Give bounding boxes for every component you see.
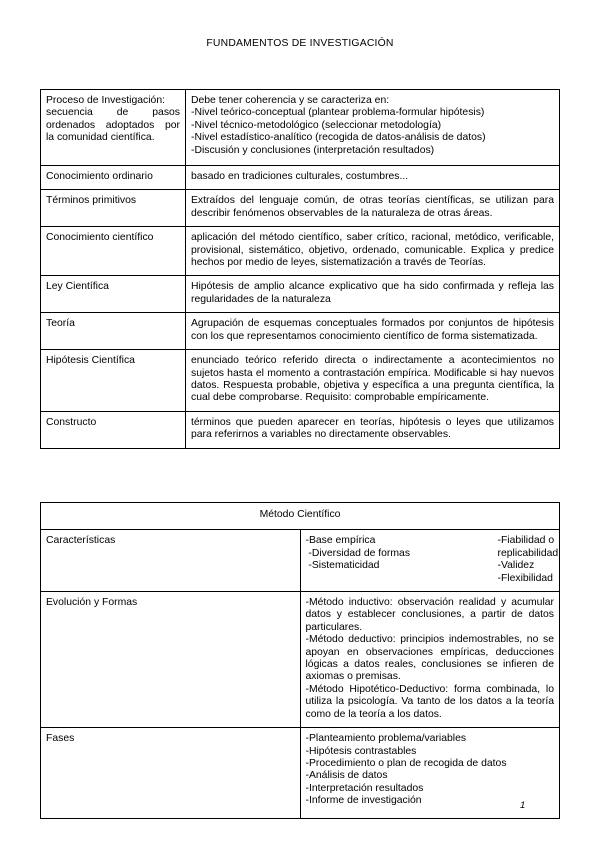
term-cell [41,313,186,350]
characteristics-label: Características [41,530,301,592]
characteristic-item: -Fiabilidad o replicabilidad [497,535,559,559]
term-text: Conocimiento científico [46,232,154,244]
characteristic-item: -Flexibilidad [497,572,553,584]
definition-cell [186,313,560,350]
definition-text: Agrupación de esquemas conceptuales formados por conjuntos de hipótesis con los que representamos conocimiento científico de forma sistematizada. [191,318,554,342]
characteristics-content [300,530,560,592]
term-text: Teoría [46,318,75,330]
characteristics-left-list [306,535,498,585]
definition-text: -Nivel estadístico-analítico (recogida de datos-análisis de datos) [191,132,486,144]
phase-item: -Interpretación resultados [305,782,424,794]
definitions-table [40,89,560,449]
definition-text: aplicación del método científico, saber crítico, racional, metódico, verificable, provisional, sistemático, objetivo, ordenado, comunicable. Explica y predice hechos por medio de leyes, sistematización a través de Teorías. [191,232,554,269]
method-paragraph: -Método inductivo: observación realidad y acumular datos y establecer conclusiones, a partir de datos particulares. [305,597,554,633]
method-paragraph: -Método Hipotético-Deductivo: forma combinada, lo utiliza la psicología. Va tanto de los datos a la teoría como de la teoría a los datos. [305,683,554,720]
term-cell [41,90,186,166]
definition-text: términos que pueden aparecer en teorías, hipótesis o leyes que utilizamos para referirnos a variables no directamente observables. [191,416,554,441]
definition-cell [186,227,560,276]
definition-row [41,276,560,313]
characteristic-item: -Sistematicidad [305,560,380,572]
definition-row [41,313,560,350]
term-text: Proceso de Investigación: [46,95,165,106]
evolution-row [41,592,560,728]
definition-row [41,166,560,190]
term-text: Hipótesis Científica [46,355,135,367]
definition-cell [186,90,560,166]
term-text: Conocimiento ordinario [46,171,153,183]
term-text: Términos primitivos [46,195,137,207]
phase-item: -Hipótesis contrastables [305,745,417,757]
phase-item: -Procedimiento o plan de recogida de datos [305,757,507,769]
definition-cell [186,276,560,313]
characteristics-row [41,530,560,592]
term-cell [41,166,186,190]
term-cell [41,190,186,227]
definition-row [41,90,560,166]
phase-item: -Análisis de datos [305,770,388,782]
definition-row [41,350,560,412]
definition-row [41,227,560,276]
definition-text: enunciado teórico referido directa o indirectamente a acontecimientos no sujetos hasta el momento a contrastación empírica. Modificable si hay nuevos datos. Respuesta probable, objetiva y específica a una pregunta científica, la cual debe comprobarse. Requisito: comprobable empíricamente. [191,355,554,404]
scientific-method-table [40,502,560,819]
definition-text: -Nivel técnico-metodológico (seleccionar metodología) [191,119,442,131]
characteristic-item: -Validez [497,560,535,572]
term-cell [41,411,186,448]
definition-text: Hipótesis de amplio alcance explicativo que ha sido confirmada y refleja las regularidades de la naturaleza [191,281,554,305]
definition-text: basado en tradiciones culturales, costumbres... [191,171,409,183]
term-cell [41,227,186,276]
term-text: la comunidad científica. [46,132,155,144]
definition-cell [186,350,560,412]
definition-cell [186,166,560,190]
term-text: ordenados adoptados por [46,119,180,131]
definition-row [41,190,560,227]
phases-row [41,728,560,818]
evolution-label: Evolución y Formas [41,592,301,728]
scientific-method-heading: Método Científico [41,503,560,530]
definition-cell [186,190,560,227]
term-cell [41,276,186,313]
term-text: Ley Científica [46,281,109,293]
phases-label: Fases [41,728,301,818]
method-paragraph: -Método deductivo: principios indemostrables, no se apoyan en observaciones empíricas, deducciones lógicas a datos reales, conclusiones se infieren de axiomas o premisas. [305,634,554,683]
evolution-content [300,592,560,728]
definition-text: -Discusión y conclusiones (interpretación resultados) [191,144,435,156]
definition-text: -Nivel teórico-conceptual (plantear problema-formular hipótesis) [191,107,485,119]
definition-text: Debe tener coherencia y se caracteriza en: [191,95,390,106]
term-cell [41,350,186,412]
document-title: FUNDAMENTOS DE INVESTIGACIÓN [206,38,394,49]
scientific-method-heading-row [41,503,560,530]
page-number: 1 [520,800,526,811]
definition-row [41,411,560,448]
definition-cell [186,411,560,448]
characteristics-right-list [498,535,559,585]
phase-item: -Informe de investigación [305,795,422,807]
term-text: Constructo [46,416,97,428]
term-text: secuencia de pasos [46,107,180,119]
definition-text: Extraídos del lenguaje común, de otras teorías científicas, se utilizan para describir fenómenos observables de la naturaleza de otras áreas. [191,195,554,219]
characteristic-item: -Diversidad de formas [305,547,411,559]
phase-item: -Planteamiento problema/variables [305,733,467,745]
characteristic-item: -Base empírica [305,535,376,547]
